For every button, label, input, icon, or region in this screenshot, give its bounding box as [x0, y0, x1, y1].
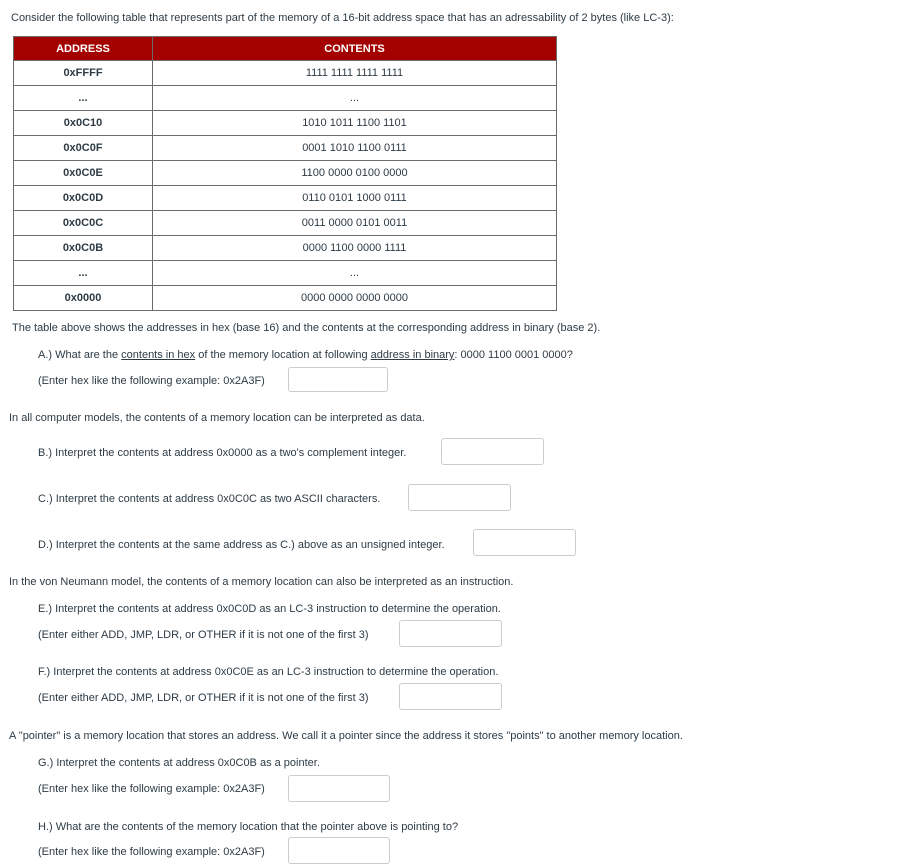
contents-cell: ... [153, 261, 557, 286]
intro-text: Consider the following table that represents part of the memory of a 16-bit address space that has an adressability of 2 bytes (like LC-3): [11, 12, 674, 24]
contents-cell: 0011 0000 0101 0011 [153, 211, 557, 236]
question-h-hint: (Enter hex like the following example: 0x2A3F) [38, 846, 265, 858]
question-a-text-3: : 0000 1100 0001 0000? [454, 349, 573, 361]
answer-f-input[interactable] [399, 683, 502, 710]
contents-cell: 0000 1100 0000 1111 [153, 236, 557, 261]
address-cell: ... [14, 261, 153, 286]
table-note: The table above shows the addresses in hex (base 16) and the contents at the corresponding address in binary (base 2). [12, 322, 601, 334]
table-row [14, 261, 557, 286]
contents-cell: 1010 1011 1100 1101 [153, 111, 557, 136]
address-cell: 0x0C0D [14, 186, 153, 211]
contents-cell: 0000 0000 0000 0000 [153, 286, 557, 311]
question-a [38, 349, 573, 361]
address-cell: 0x0C0C [14, 211, 153, 236]
contents-cell: 0110 0101 1000 0111 [153, 186, 557, 211]
para-data: In all computer models, the contents of a memory location can be interpreted as data. [9, 412, 425, 424]
table-row [14, 236, 557, 261]
table-row [14, 286, 557, 311]
memory-table [13, 36, 557, 311]
answer-b-input[interactable] [441, 438, 544, 465]
question-h: H.) What are the contents of the memory location that the pointer above is pointing to? [38, 821, 459, 833]
question-a-hint: (Enter hex like the following example: 0x2A3F) [38, 375, 265, 387]
answer-d-input[interactable] [473, 529, 576, 556]
contents-cell: 1111 1111 1111 1111 [153, 61, 557, 86]
question-f: F.) Interpret the contents at address 0x0C0E as an LC-3 instruction to determine the operation. [38, 666, 499, 678]
address-cell: ... [14, 86, 153, 111]
question-b: B.) Interpret the contents at address 0x0000 as a two's complement integer. [38, 447, 407, 459]
question-e-hint: (Enter either ADD, JMP, LDR, or OTHER if it is not one of the first 3) [38, 629, 369, 641]
answer-e-input[interactable] [399, 620, 502, 647]
address-cell: 0x0C0B [14, 236, 153, 261]
address-cell: 0x0C0F [14, 136, 153, 161]
question-a-underline-2: address in binary [370, 349, 455, 361]
address-cell: 0xFFFF [14, 61, 153, 86]
table-row [14, 136, 557, 161]
address-cell: 0x0C10 [14, 111, 153, 136]
table-row [14, 61, 557, 86]
address-cell: 0x0000 [14, 286, 153, 311]
contents-cell: 0001 1010 1100 0111 [153, 136, 557, 161]
answer-c-input[interactable] [408, 484, 511, 511]
question-d: D.) Interpret the contents at the same address as C.) above as an unsigned integer. [38, 539, 445, 551]
address-cell: 0x0C0E [14, 161, 153, 186]
answer-h-input[interactable] [288, 837, 390, 864]
question-e: E.) Interpret the contents at address 0x0C0D as an LC-3 instruction to determine the operation. [38, 603, 501, 615]
question-a-text-1: A.) What are the [38, 349, 122, 361]
answer-g-input[interactable] [288, 775, 390, 802]
table-row [14, 211, 557, 236]
table-header-row [14, 37, 557, 61]
para-pointer: A "pointer" is a memory location that stores an address. We call it a pointer since the address it stores "points" to another memory location. [9, 730, 683, 742]
question-c: C.) Interpret the contents at address 0x0C0C as two ASCII characters. [38, 493, 381, 505]
header-address: ADDRESS [14, 37, 153, 61]
table-row [14, 161, 557, 186]
question-a-text-2: of the memory location at following [195, 349, 371, 361]
question-f-hint: (Enter either ADD, JMP, LDR, or OTHER if it is not one of the first 3) [38, 692, 369, 704]
table-row [14, 186, 557, 211]
contents-cell: 1100 0000 0100 0000 [153, 161, 557, 186]
question-g-hint: (Enter hex like the following example: 0x2A3F) [38, 783, 265, 795]
contents-cell: ... [153, 86, 557, 111]
table-row [14, 111, 557, 136]
para-instruction: In the von Neumann model, the contents of a memory location can also be interpreted as an instruction. [9, 576, 514, 588]
answer-a-input[interactable] [288, 367, 388, 392]
question-a-underline-1: contents in hex [121, 349, 196, 361]
question-g: G.) Interpret the contents at address 0x0C0B as a pointer. [38, 757, 320, 769]
table-row [14, 86, 557, 111]
header-contents: CONTENTS [153, 37, 557, 61]
